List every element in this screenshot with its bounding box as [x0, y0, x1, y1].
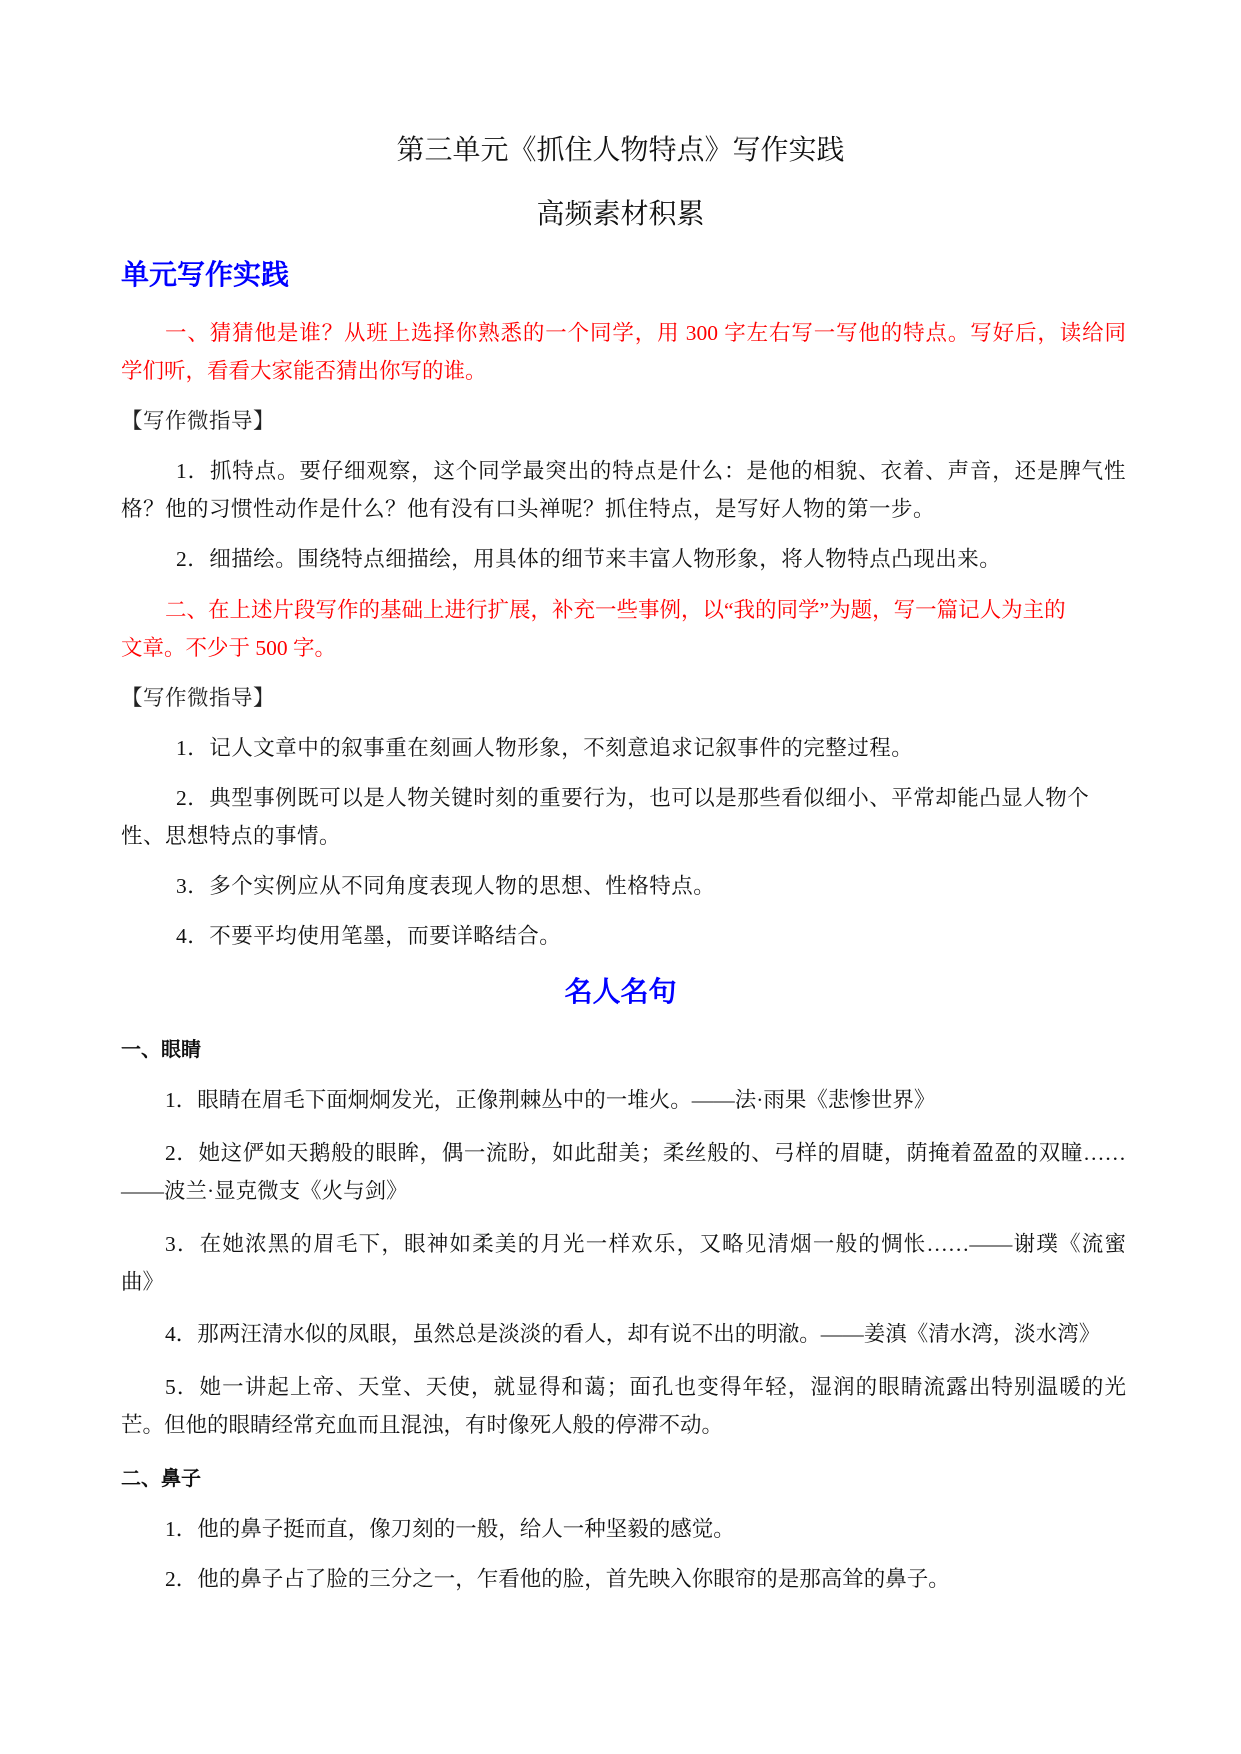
- quote-category-title: 二、鼻子: [121, 1466, 201, 1490]
- quote-line: 曲》: [121, 1269, 165, 1294]
- guide-label: 【写作微指导】: [121, 409, 276, 433]
- quote-line: 2．他的鼻子占了脸的三分之一，乍看他的脸，首先映入你眼帘的是那高耸的鼻子。: [165, 1567, 950, 1591]
- task-prompt: [121, 595, 1126, 670]
- quote-item: [121, 1372, 1126, 1447]
- quote-line: 芒。但他的眼睛经常充血而且混浊，有时像死人般的停滞不动。: [121, 1412, 724, 1437]
- guide-item: [121, 544, 1126, 582]
- task-prompt-line: 文章。不少于 500 字。: [121, 635, 337, 660]
- quote-line: 5．她一讲起上帝、天堂、天使，就显得和蔼；面孔也变得年轻，湿润的眼睛流露出特别温暖的光: [165, 1375, 1126, 1399]
- task-prompt: [121, 318, 1126, 393]
- quote-line: 1．他的鼻子挺而直，像刀刻的一般，给人一种坚毅的感觉。: [165, 1517, 735, 1541]
- quote-item: [121, 1138, 1126, 1213]
- quote-item: [121, 1085, 1126, 1123]
- guide-item-line: 2．典型事例既可以是人物关键时刻的重要行为，也可以是那些看似细小、平常却能凸显人物个: [176, 786, 1090, 810]
- page-title: 第三单元《抓住人物特点》写作实践: [396, 133, 845, 166]
- guide-label: 【写作微指导】: [121, 686, 276, 710]
- guide-item-line: 2．细描绘。围绕特点细描绘，用具体的细节来丰富人物形象，将人物特点凸现出来。: [176, 547, 1002, 571]
- quote-item: [121, 1229, 1126, 1304]
- guide-item-line: 1．记人文章中的叙事重在刻画人物形象，不刻意追求记叙事件的完整过程。: [176, 736, 914, 760]
- quote-category-title: 一、眼睛: [121, 1037, 201, 1061]
- guide-item: [121, 871, 1126, 909]
- quote-item: [121, 1319, 1126, 1357]
- quote-line: 3．在她浓黑的眉毛下，眼神如柔美的月光一样欢乐，又略见清烟一般的惆怅……——谢璞《流蜜: [165, 1232, 1126, 1256]
- guide-item: [121, 921, 1126, 959]
- task-prompt-line: 一、猜猜他是谁？从班上选择你熟悉的一个同学，用 300 字左右写一写他的特点。写好后，读给同: [165, 321, 1126, 345]
- guide-item: [121, 456, 1126, 531]
- task-prompt-line: 学们听，看看大家能否猜出你写的谁。: [121, 358, 487, 383]
- quote-line: ——波兰·显克微支《火与剑》: [121, 1178, 408, 1203]
- page-subtitle: 高频素材积累: [536, 197, 705, 230]
- quote-line: 4．那两汪清水似的凤眼，虽然总是淡淡的看人，却有说不出的明澈。——姜滇《清水湾，淡水湾》: [165, 1322, 1101, 1346]
- practice-section-heading: 单元写作实践: [121, 258, 290, 291]
- guide-item: [121, 783, 1126, 858]
- quotes-section-heading: 名人名句: [564, 975, 677, 1008]
- guide-item-line: 性、思想特点的事情。: [121, 823, 342, 848]
- guide-item-line: 3．多个实例应从不同角度表现人物的思想、性格特点。: [176, 874, 716, 898]
- guide-item-line: 1．抓特点。要仔细观察，这个同学最突出的特点是什么：是他的相貌、衣着、声音，还是脾气性: [176, 459, 1126, 483]
- guide-item-line: 4．不要平均使用笔墨，而要详略结合。: [176, 924, 562, 948]
- quote-line: 1．眼睛在眉毛下面炯炯发光，正像荆棘丛中的一堆火。——法·雨果《悲惨世界》: [165, 1088, 936, 1112]
- quote-item: [121, 1514, 1126, 1552]
- quote-line: 2．她这俨如天鹅般的眼眸，偶一流盼，如此甜美；柔丝般的、弓样的眉睫，荫掩着盈盈的双瞳……: [165, 1141, 1126, 1165]
- quote-item: [121, 1564, 1126, 1602]
- task-prompt-line: 二、在上述片段写作的基础上进行扩展，补充一些事例，以“我的同学”为题，写一篇记人为主的: [165, 598, 1066, 622]
- guide-item-line: 格？他的习惯性动作是什么？他有没有口头禅呢？抓住特点，是写好人物的第一步。: [121, 496, 936, 521]
- guide-item: [121, 733, 1126, 771]
